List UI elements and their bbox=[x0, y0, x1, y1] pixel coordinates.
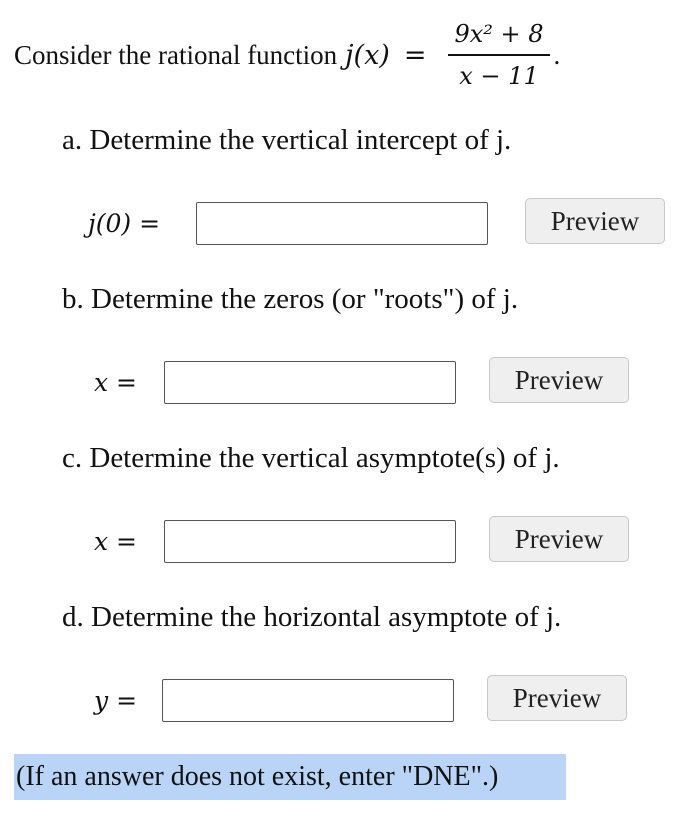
denominator: x − 11 bbox=[459, 62, 539, 90]
preview-button-b[interactable]: Preview bbox=[489, 357, 629, 403]
problem-statement bbox=[14, 10, 560, 100]
question-c: c. Determine the vertical asymptote(s) of j. bbox=[62, 442, 560, 474]
question-b: b. Determine the zeros (or "roots") of j. bbox=[62, 283, 519, 315]
dne-note: (If an answer does not exist, enter "DNE".) bbox=[14, 754, 566, 800]
answer-row-c bbox=[94, 520, 456, 563]
preview-button-d[interactable]: Preview bbox=[487, 675, 627, 721]
answer-label-a: j(0) = bbox=[88, 209, 161, 238]
function-name: j(x) bbox=[345, 39, 390, 71]
answer-input-b[interactable] bbox=[164, 361, 456, 404]
intro-text: Consider the rational function bbox=[14, 39, 338, 70]
numerator: 9x² + 8 bbox=[454, 20, 544, 48]
preview-button-c[interactable]: Preview bbox=[489, 516, 629, 562]
preview-button-a[interactable]: Preview bbox=[525, 198, 665, 244]
answer-input-c[interactable] bbox=[164, 520, 456, 563]
answer-row-a bbox=[88, 202, 488, 245]
end-punctuation: . bbox=[553, 39, 561, 70]
question-a: a. Determine the vertical intercept of j. bbox=[62, 124, 512, 156]
answer-row-b bbox=[94, 361, 456, 404]
answer-input-d[interactable] bbox=[162, 679, 454, 722]
answer-input-a[interactable] bbox=[196, 202, 488, 245]
answer-row-d bbox=[94, 679, 454, 722]
answer-label-b: x = bbox=[94, 368, 137, 397]
answer-label-c: x = bbox=[94, 527, 137, 556]
equals-sign: = bbox=[403, 39, 427, 71]
answer-label-d: y = bbox=[94, 686, 138, 715]
rational-expression bbox=[448, 20, 549, 90]
question-d: d. Determine the horizontal asymptote of j. bbox=[62, 601, 562, 633]
